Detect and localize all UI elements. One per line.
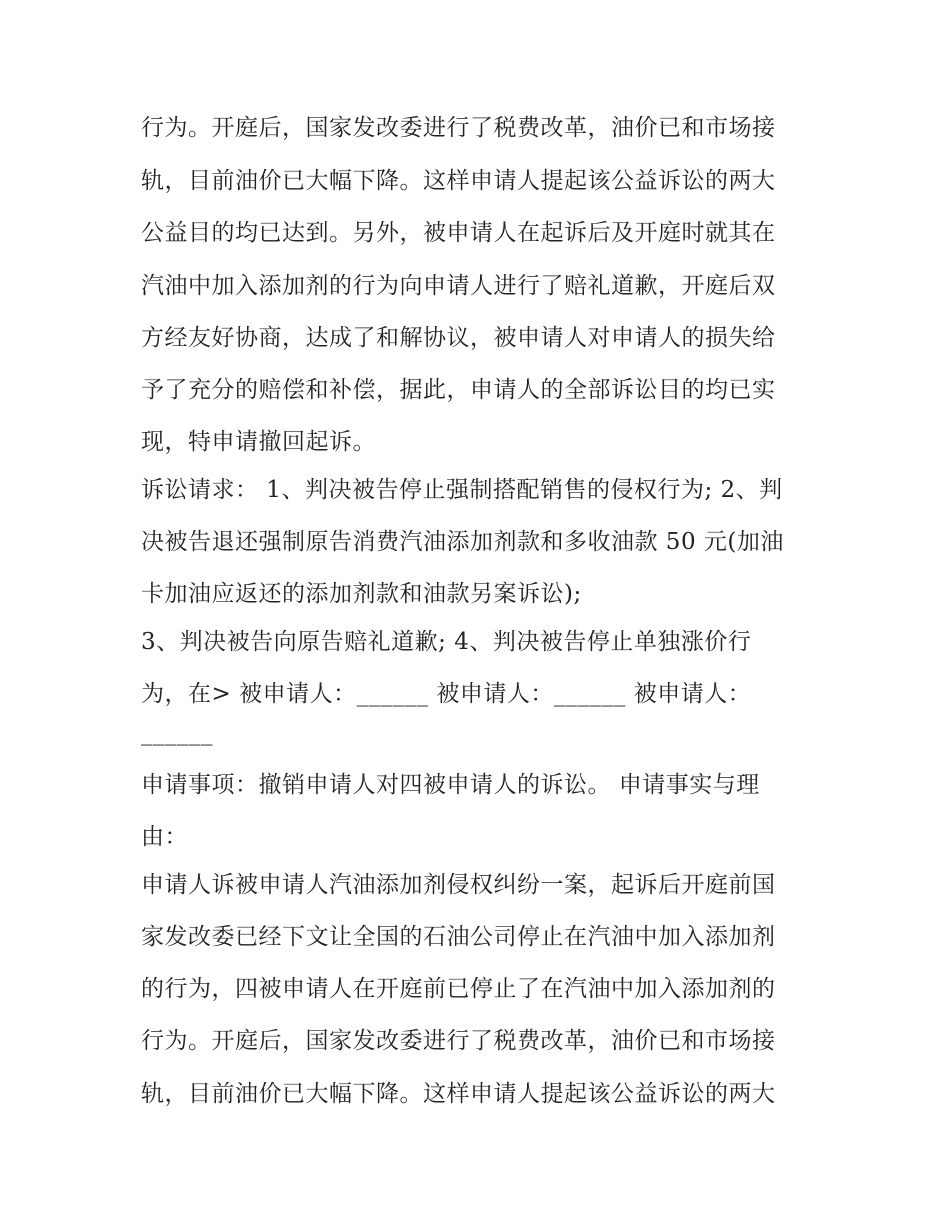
text-line: 行为。开庭后，国家发改委进行了税费改革，油价已和市场接 — [141, 115, 776, 141]
text-line: 方经友好协商，达成了和解协议，被申请人对申请人的损失给 — [141, 325, 776, 351]
text-line: 轨，目前油价已大幅下降。这样申请人提起该公益诉讼的两大 — [141, 168, 776, 194]
text-line: 的行为，四被申请人在开庭前已停止了在汽油中加入添加剂的 — [141, 976, 776, 1002]
text-line: ______ — [141, 720, 213, 746]
text-line: 申请事项：撤销申请人对四被申请人的诉讼。 申请事实与理 — [141, 772, 760, 798]
text-line: 现，特申请撤回起诉。 — [141, 429, 376, 455]
text-line: 申请人诉被申请人汽油添加剂侵权纠纷一案，起诉后开庭前国 — [141, 872, 776, 898]
text-line: 卡加油应返还的添加剂款和油款另案诉讼); — [141, 581, 582, 607]
text-line: 行为。开庭后，国家发改委进行了税费改革，油价已和市场接 — [141, 1028, 776, 1054]
text-line: 轨，目前油价已大幅下降。这样申请人提起该公益诉讼的两大 — [141, 1081, 776, 1107]
text-line: 汽油中加入添加剂的行为向申请人进行了赔礼道歉，开庭后双 — [141, 273, 776, 299]
text-line: 决被告退还强制原告消费汽油添加剂款和多收油款 50 元(加油 — [141, 529, 784, 555]
text-line: 家发改委已经下文让全国的石油公司停止在汽油中加入添加剂 — [141, 924, 776, 950]
text-line: 3、判决被告向原告赔礼道歉; 4、判决被告停止单独涨价行 — [141, 629, 752, 655]
text-line: 公益目的均已达到。另外，被申请人在起诉后及开庭时就其在 — [141, 220, 776, 246]
text-line: 由： — [141, 824, 188, 850]
text-line: 予了充分的赔偿和补偿，据此，申请人的全部诉讼目的均已实 — [141, 377, 776, 403]
text-line: 诉讼请求： 1、判决被告停止强制搭配销售的侵权行为; 2、判 — [141, 477, 783, 503]
text-line: 为，在> 被申请人：______ 被申请人：______ 被申请人： — [141, 681, 752, 707]
